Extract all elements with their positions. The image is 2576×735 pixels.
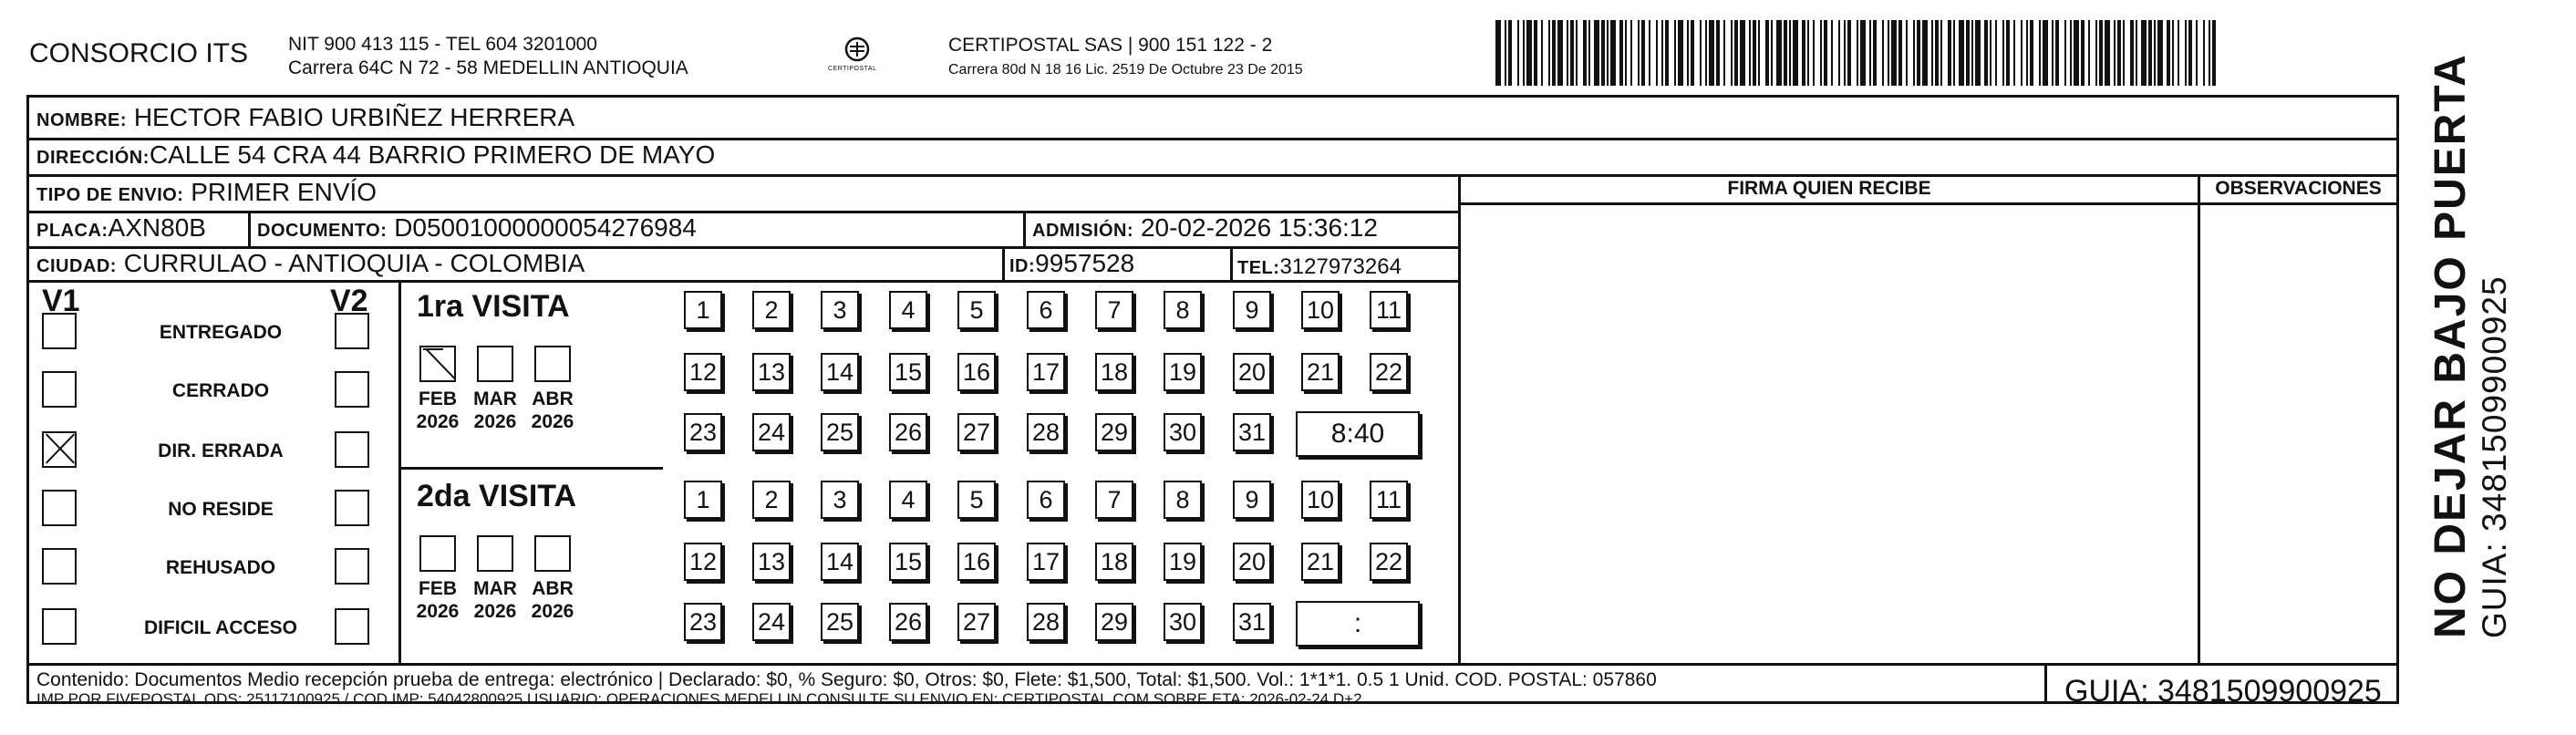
no-dejar-text: NO DEJAR BAJO PUERTA <box>2426 53 2475 638</box>
day-box[interactable]: 11 <box>1370 481 1408 519</box>
day-box[interactable]: 17 <box>1027 543 1065 581</box>
company-nit: NIT 900 413 115 - TEL 604 3201000 <box>288 34 597 55</box>
day-box[interactable]: 20 <box>1233 353 1271 391</box>
month-year: 2026 <box>416 601 460 622</box>
tipo-envio-value: PRIMER ENVÍO <box>191 178 378 206</box>
month-name: FEB <box>419 578 457 599</box>
month-label <box>410 577 465 623</box>
month-checkbox[interactable] <box>534 535 571 572</box>
barcode <box>1495 20 2225 86</box>
day-box[interactable]: 27 <box>957 603 996 641</box>
v2-checkbox[interactable] <box>335 313 369 349</box>
company-info <box>288 33 688 80</box>
status-label: ENTREGADO <box>159 322 283 343</box>
status-label: DIR. ERRADA <box>158 440 284 461</box>
month-year: 2026 <box>416 411 460 432</box>
v1-checkbox[interactable] <box>42 431 77 468</box>
day-box[interactable]: 10 <box>1301 481 1340 519</box>
v1-checkbox[interactable] <box>42 608 77 645</box>
day-box[interactable]: 26 <box>889 603 927 641</box>
company-name: CONSORCIO ITS <box>29 38 249 68</box>
ciudad-value: CURRULAO - ANTIOQUIA - COLOMBIA <box>123 249 585 277</box>
status-label: NO RESIDE <box>168 499 274 520</box>
day-box[interactable]: 9 <box>1233 481 1271 519</box>
side-guia: GUIA: 3481509900925 <box>2476 275 2513 638</box>
tipo-envio-label: TIPO DE ENVIO: <box>36 185 184 205</box>
month-label <box>525 577 580 623</box>
day-box[interactable]: 23 <box>684 413 722 451</box>
nombre-label: NOMBRE: <box>36 110 128 130</box>
v1-checkbox[interactable] <box>42 313 77 349</box>
v2-header: V2 <box>330 284 368 318</box>
day-box[interactable]: 7 <box>1095 291 1133 329</box>
day-box[interactable]: 8 <box>1164 291 1202 329</box>
day-box[interactable]: 4 <box>889 481 927 519</box>
month-year: 2026 <box>473 601 517 622</box>
day-box[interactable]: 20 <box>1233 543 1271 581</box>
visit2-title: 2da VISITA <box>417 479 577 513</box>
placa-label: PLACA: <box>36 221 109 241</box>
day-box[interactable]: 16 <box>957 543 996 581</box>
month-name: FEB <box>419 388 457 409</box>
month-checkbox[interactable] <box>419 535 456 572</box>
day-box[interactable]: 25 <box>821 413 859 451</box>
v1-checkbox[interactable] <box>42 371 77 408</box>
month-year: 2026 <box>473 411 517 432</box>
barcode-bar <box>2212 20 2216 86</box>
tel-value: 3127973264 <box>1279 254 1402 279</box>
month-checkbox[interactable] <box>477 346 513 382</box>
day-box[interactable]: 21 <box>1301 543 1340 581</box>
day-box[interactable]: 14 <box>821 543 859 581</box>
day-box[interactable]: 1 <box>684 291 722 329</box>
status-label: CERRADO <box>171 380 270 401</box>
day-box[interactable]: 21 <box>1301 353 1340 391</box>
id-value: 9957528 <box>1035 249 1135 277</box>
status-label: DIFICIL ACCESO <box>143 617 297 638</box>
certipostal-logo-icon <box>830 33 885 82</box>
day-box[interactable]: 2 <box>752 291 791 329</box>
ciudad-label: CIUDAD: <box>36 256 117 276</box>
direccion-value: CALLE 54 CRA 44 BARRIO PRIMERO DE MAYO <box>149 140 716 169</box>
day-box[interactable]: 27 <box>957 413 996 451</box>
month-name: ABR <box>532 578 574 599</box>
month-label <box>468 577 522 623</box>
company-address: Carrera 64C N 72 - 58 MEDELLIN ANTIOQUIA <box>288 57 688 78</box>
visit1-title: 1ra VISITA <box>417 289 570 324</box>
observaciones-header: OBSERVACIONES <box>2215 178 2382 199</box>
id-label: ID: <box>1009 256 1036 276</box>
month-checkbox[interactable] <box>419 346 456 382</box>
day-box[interactable]: 15 <box>889 353 927 391</box>
day-box[interactable]: 23 <box>684 603 722 641</box>
day-box[interactable]: 25 <box>821 603 859 641</box>
day-box[interactable]: 1 <box>684 481 722 519</box>
day-box[interactable]: 5 <box>957 481 996 519</box>
v2-checkbox[interactable] <box>335 431 369 468</box>
admision-label: ADMISIÓN: <box>1032 221 1134 241</box>
placa-value: AXN80B <box>108 213 206 242</box>
day-box[interactable]: 16 <box>957 353 996 391</box>
documento-value: D05001000000054276984 <box>394 213 697 242</box>
v2-checkbox[interactable] <box>335 371 369 408</box>
month-year: 2026 <box>531 411 574 432</box>
day-box[interactable]: 29 <box>1095 603 1133 641</box>
certipostal-license: Carrera 80d N 18 16 Lic. 2519 De Octubre 23 De 2015 <box>948 62 1303 78</box>
day-box[interactable]: 29 <box>1095 413 1133 451</box>
day-box[interactable]: 24 <box>752 413 791 451</box>
day-box[interactable]: 18 <box>1095 543 1133 581</box>
day-box[interactable]: 11 <box>1370 291 1408 329</box>
day-box[interactable]: 30 <box>1164 603 1202 641</box>
certipostal-nit: CERTIPOSTAL SAS | 900 151 122 - 2 <box>948 35 1273 56</box>
day-box[interactable]: 28 <box>1027 413 1065 451</box>
day-box[interactable]: 17 <box>1027 353 1065 391</box>
day-box[interactable]: 7 <box>1095 481 1133 519</box>
month-checkbox[interactable] <box>534 346 571 382</box>
day-box[interactable]: 13 <box>752 543 791 581</box>
month-name: ABR <box>532 388 574 409</box>
tel-label: TEL: <box>1237 258 1280 278</box>
month-name: MAR <box>473 388 517 409</box>
day-box[interactable]: 30 <box>1164 413 1202 451</box>
day-box[interactable]: 22 <box>1370 353 1408 391</box>
v2-checkbox[interactable] <box>335 548 369 585</box>
month-checkbox[interactable] <box>477 535 513 572</box>
side-notice <box>2426 53 2514 638</box>
day-box[interactable]: 10 <box>1301 291 1340 329</box>
day-box[interactable]: 2 <box>752 481 791 519</box>
day-box[interactable]: 19 <box>1164 353 1202 391</box>
day-box[interactable]: 28 <box>1027 603 1065 641</box>
day-box[interactable]: 3 <box>821 291 859 329</box>
day-box[interactable]: 9 <box>1233 291 1271 329</box>
visit-time[interactable]: : <box>1296 601 1420 647</box>
v2-checkbox[interactable] <box>335 490 369 526</box>
month-name: MAR <box>473 578 517 599</box>
month-label <box>525 388 580 433</box>
day-box[interactable]: 18 <box>1095 353 1133 391</box>
day-box[interactable]: 8 <box>1164 481 1202 519</box>
day-box[interactable]: 3 <box>821 481 859 519</box>
day-box[interactable]: 24 <box>752 603 791 641</box>
day-box[interactable]: 14 <box>821 353 859 391</box>
v1-header: V1 <box>42 284 80 318</box>
logo-text: CERTIPOSTAL <box>828 66 877 72</box>
certipostal-info <box>948 33 1303 82</box>
day-box[interactable]: 12 <box>684 353 722 391</box>
direccion-label: DIRECCIÓN: <box>36 148 150 168</box>
v1-checkbox[interactable] <box>42 490 77 526</box>
admision-value: 20-02-2026 15:36:12 <box>1140 213 1378 242</box>
day-box[interactable]: 19 <box>1164 543 1202 581</box>
day-box[interactable]: 12 <box>684 543 722 581</box>
visit-time[interactable]: 8:40 <box>1296 411 1420 457</box>
day-box[interactable]: 5 <box>957 291 996 329</box>
nombre-value: HECTOR FABIO URBIÑEZ HERRERA <box>133 103 575 131</box>
day-box[interactable]: 15 <box>889 543 927 581</box>
day-box[interactable]: 4 <box>889 291 927 329</box>
v1-checkbox[interactable] <box>42 548 77 585</box>
month-label <box>410 388 465 433</box>
guide-form <box>26 95 2399 709</box>
status-label: REHUSADO <box>165 557 276 578</box>
day-box[interactable]: 6 <box>1027 481 1065 519</box>
day-box[interactable]: 26 <box>889 413 927 451</box>
day-box[interactable]: 31 <box>1233 603 1271 641</box>
footer-imp: IMP POR FIVEPOSTAL ODS: 25117100925 / COD.IMP: 54042800925 USUARIO: OPERACIONES MEDELLIN CONSULTE SU ENVIO EN: CERTIPOSTAL.COM SOBRE ETA: 2026-02-24 D+2 <box>36 690 1362 708</box>
month-label <box>468 388 522 433</box>
day-box[interactable]: 13 <box>752 353 791 391</box>
day-box[interactable]: 22 <box>1370 543 1408 581</box>
v2-checkbox[interactable] <box>335 608 369 645</box>
footer-content: Contenido: Documentos Medio recepción prueba de entrega: electrónico | Declarado: $0, % Seguro: $0, Otros: $0, Flete: $1,500, Total: $1,500. Vol.: 1*1*1. 0.5 1 Unid. COD. POSTAL: 057860 <box>36 669 1657 690</box>
month-year: 2026 <box>531 601 574 622</box>
day-box[interactable]: 31 <box>1233 413 1271 451</box>
documento-label: DOCUMENTO: <box>257 221 388 241</box>
guia-number: GUIA: 3481509900925 <box>2064 674 2382 709</box>
firma-header: FIRMA QUIEN RECIBE <box>1727 178 1931 199</box>
day-box[interactable]: 6 <box>1027 291 1065 329</box>
